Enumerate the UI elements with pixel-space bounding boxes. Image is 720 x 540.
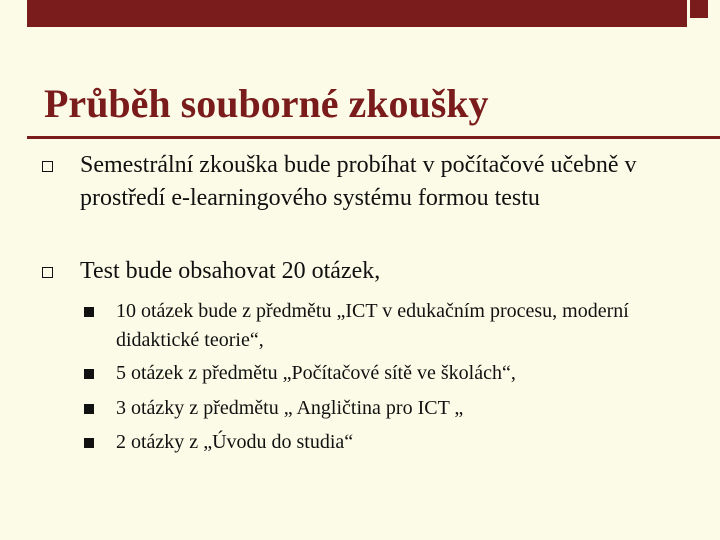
bullet-item	[80, 149, 680, 215]
top-accent-bar	[27, 0, 687, 27]
sub-bullet-item	[116, 394, 696, 423]
slide-title: Průběh souborné zkoušky	[44, 81, 489, 126]
title-underline	[27, 136, 720, 139]
top-accent-square	[690, 0, 708, 18]
filled-square-bullet-icon	[84, 404, 94, 414]
filled-square-bullet-icon	[84, 307, 94, 317]
filled-square-bullet-icon	[84, 438, 94, 448]
sub-bullet-item	[116, 359, 696, 388]
hollow-square-bullet-icon	[42, 161, 53, 172]
filled-square-bullet-icon	[84, 369, 94, 379]
bullet-text: Semestrální zkouška bude probíhat v počítačové učebně v prostředí e-learningového systému formou testu	[80, 152, 637, 211]
sub-bullet-item	[116, 428, 696, 457]
bullet-item	[80, 255, 680, 288]
sub-bullet-text: 3 otázky z předmětu „ Angličtina pro ICT „	[116, 397, 464, 419]
hollow-square-bullet-icon	[42, 267, 53, 278]
sub-bullet-text: 5 otázek z předmětu „Počítačové sítě ve školách“,	[116, 362, 516, 384]
sub-bullet-text: 10 otázek bude z předmětu „ICT v edukačním procesu, moderní didaktické teorie“,	[116, 300, 629, 351]
bullet-text: Test bude obsahovat 20 otázek,	[80, 258, 381, 284]
sub-bullet-item	[116, 297, 696, 355]
sub-bullet-text: 2 otázky z „Úvodu do studia“	[116, 431, 354, 453]
